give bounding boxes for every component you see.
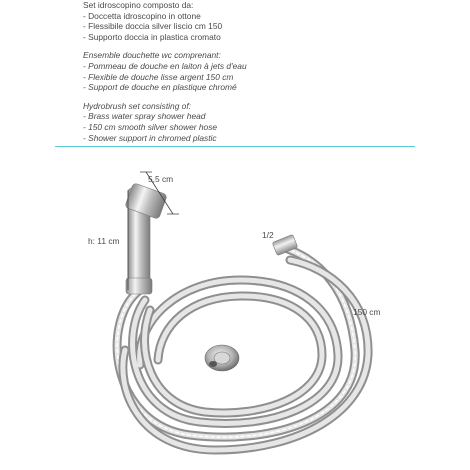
description-heading-it: Set idroscopino composto da: bbox=[83, 0, 194, 10]
description-heading-en: Hydrobrush set consisting of: bbox=[83, 100, 191, 111]
description-heading-fr: Ensemble douchette wc comprenant: bbox=[83, 50, 221, 61]
product-drawing bbox=[0, 150, 470, 470]
description-line-it-3: - Supporto doccia in plastica cromato bbox=[83, 31, 221, 42]
description-line-it-1: - Doccetta idroscopino in ottone bbox=[83, 10, 201, 21]
shower-hose bbox=[117, 248, 368, 450]
dimension-height-label: h: 11 cm bbox=[88, 236, 120, 246]
description-line-fr-2: - Flexible de douche lisse argent 150 cm bbox=[83, 71, 234, 82]
dimension-length-label: 150 cm bbox=[353, 307, 381, 317]
description-line-en-3: - Shower support in chromed plastic bbox=[83, 132, 217, 143]
description-line-it-2: - Flessibile doccia silver liscio cm 150 bbox=[83, 21, 223, 32]
shower-support bbox=[205, 345, 239, 371]
description-italian bbox=[83, 0, 423, 42]
description-line-fr-1: - Pommeau de douche en laiton à jets d'eau bbox=[83, 60, 247, 71]
description-line-fr-3: - Support de douche en plastique chromé bbox=[83, 82, 237, 93]
description-french bbox=[83, 50, 423, 92]
shower-head bbox=[125, 183, 168, 294]
product-description bbox=[83, 0, 423, 151]
description-line-en-2: - 150 cm smooth silver shower hose bbox=[83, 121, 218, 132]
dimension-width-label: 5,5 cm bbox=[148, 174, 174, 184]
description-line-en-1: - Brass water spray shower head bbox=[83, 111, 206, 122]
description-english bbox=[83, 101, 423, 143]
product-illustration bbox=[0, 150, 470, 470]
section-divider bbox=[55, 146, 415, 147]
dimension-thread-label: 1/2 bbox=[262, 230, 274, 240]
